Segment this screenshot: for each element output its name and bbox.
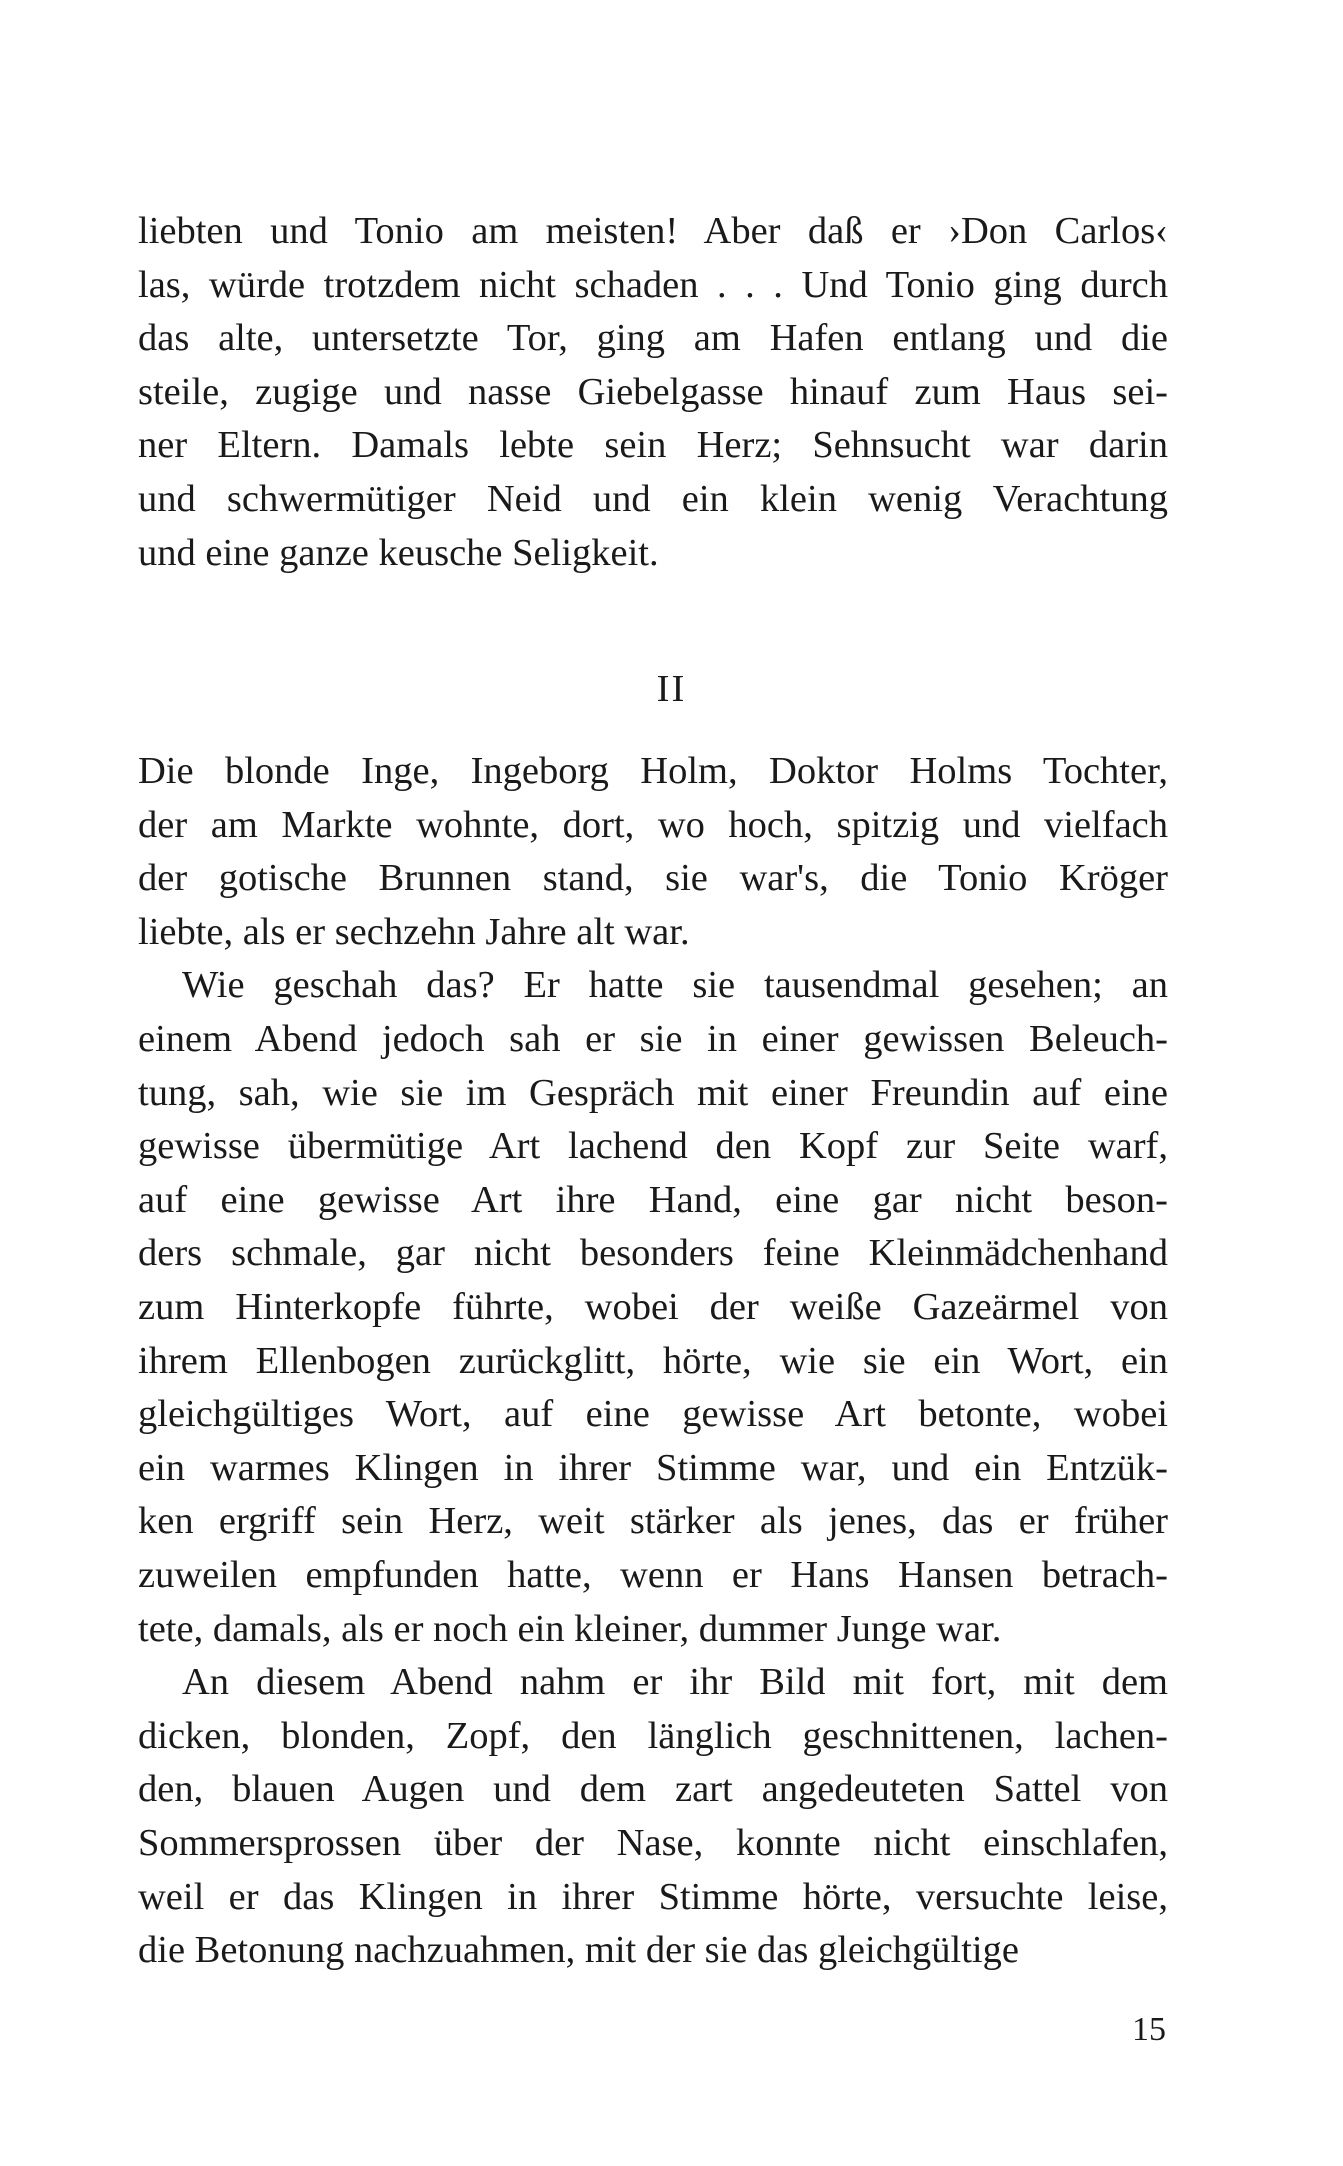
text-line: steile, zugige und nasse Giebelgasse hinauf zum Haus sei- bbox=[138, 370, 1168, 413]
text-line: den, blauen Augen und dem zart angedeuteten Sattel von bbox=[138, 1768, 1168, 1811]
text-line: zum Hinterkopfe führte, wobei der weiße Gazeärmel von bbox=[138, 1286, 1168, 1328]
text-line: tete, damals, als er noch ein kleiner, dummer Junge war. bbox=[138, 1607, 1002, 1650]
text-line: liebte, als er sechzehn Jahre alt war. bbox=[138, 910, 690, 953]
text-line: Sommersprossen über der Nase, konnte nicht einschlafen, bbox=[138, 1822, 1168, 1864]
text-line: das alte, untersetzte Tor, ging am Hafen entlang und die bbox=[138, 317, 1168, 360]
text-line: gleichgültiges Wort, auf eine gewisse Art betonte, wobei bbox=[138, 1393, 1168, 1436]
text-line: gewisse übermütige Art lachend den Kopf zur Seite warf, bbox=[138, 1125, 1168, 1168]
text-line: Wie geschah das? Er hatte sie tausendmal gesehen; an bbox=[182, 964, 1168, 1007]
text-line: auf eine gewisse Art ihre Hand, eine gar nicht beson- bbox=[138, 1178, 1168, 1221]
text-line: ken ergriff sein Herz, weit stärker als jenes, das er früher bbox=[138, 1500, 1168, 1543]
text-line: Die blonde Inge, Ingeborg Holm, Doktor Holms Tochter, bbox=[138, 750, 1168, 792]
text-line: die Betonung nachzuahmen, mit der sie das gleichgültige bbox=[138, 1929, 1019, 1972]
text-line: dicken, blonden, Zopf, den länglich geschnittenen, lachen- bbox=[138, 1714, 1168, 1757]
page-number: 15 bbox=[1132, 2011, 1166, 2048]
text-line: ihrem Ellenbogen zurückglitt, hörte, wie sie ein Wort, ein bbox=[138, 1339, 1168, 1382]
text-line: An diesem Abend nahm er ihr Bild mit fort, mit dem bbox=[182, 1661, 1168, 1704]
text-line: las, würde trotzdem nicht schaden . . . Und Tonio ging durch bbox=[138, 263, 1168, 306]
text-line: der gotische Brunnen stand, sie war's, die Tonio Kröger bbox=[138, 857, 1168, 900]
text-line: ein warmes Klingen in ihrer Stimme war, und ein Entzük- bbox=[138, 1446, 1168, 1489]
text-line: tung, sah, wie sie im Gespräch mit einer Freundin auf eine bbox=[138, 1071, 1168, 1114]
text-line: und eine ganze keusche Seligkeit. bbox=[138, 531, 659, 574]
text-line: einem Abend jedoch sah er sie in einer gewissen Beleuch- bbox=[138, 1018, 1168, 1060]
text-line: liebten und Tonio am meisten! Aber daß er ›Don Carlos‹ bbox=[138, 210, 1168, 252]
section-heading: II bbox=[656, 668, 687, 710]
text-line: ders schmale, gar nicht besonders feine Kleinmädchenhand bbox=[138, 1232, 1168, 1275]
text-line: ner Eltern. Damals lebte sein Herz; Sehnsucht war darin bbox=[138, 424, 1168, 467]
text-line: der am Markte wohnte, dort, wo hoch, spitzig und vielfach bbox=[138, 803, 1168, 846]
text-line: zuweilen empfunden hatte, wenn er Hans Hansen betrach- bbox=[138, 1554, 1168, 1596]
text-line: weil er das Klingen in ihrer Stimme hörte, versuchte leise, bbox=[138, 1875, 1168, 1918]
text-line: und schwermütiger Neid und ein klein wenig Verachtung bbox=[138, 478, 1168, 520]
